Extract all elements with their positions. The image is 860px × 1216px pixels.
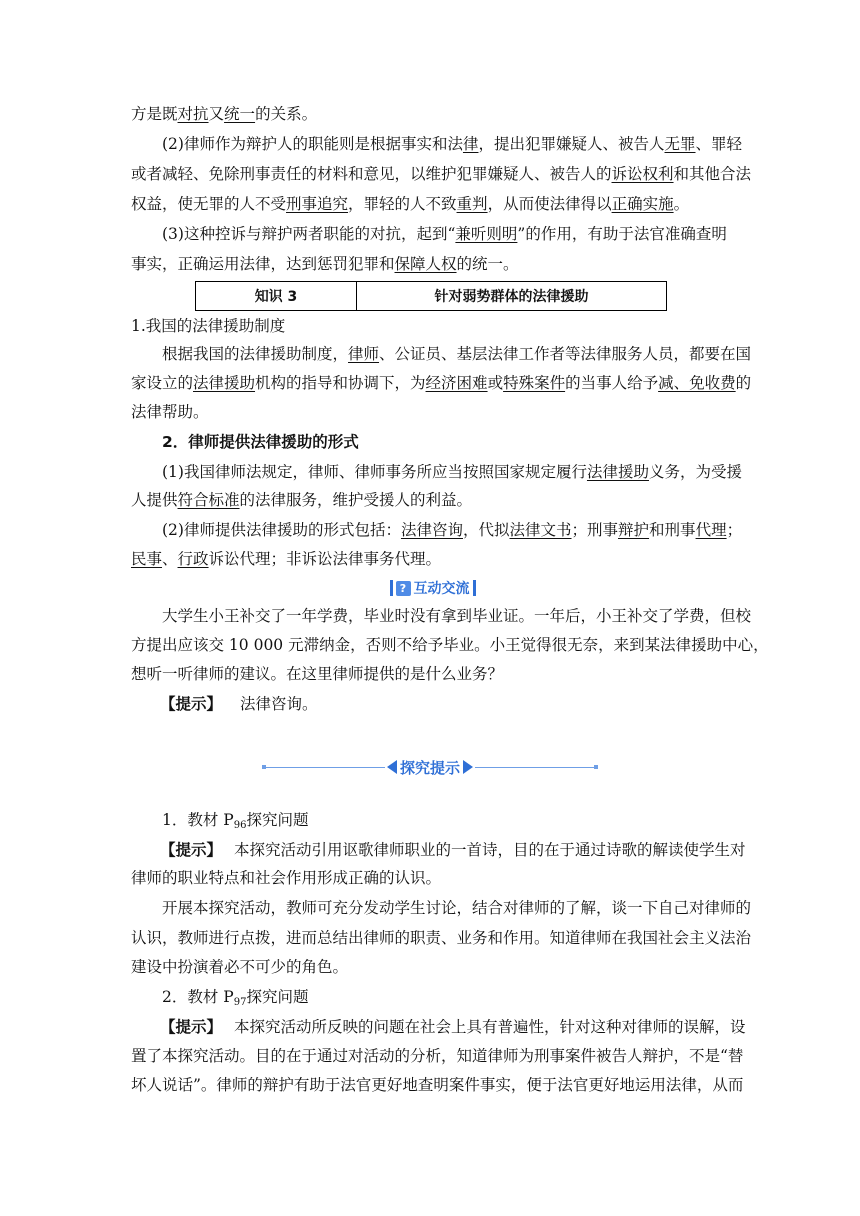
paragraph-line: 权益，使无罪的人不受刑事追究，罪轻的人不致重判，从而使法律得以正确实施。 (131, 195, 690, 213)
paragraph-line: 人提供符合标准的法律服务，维护受援人的利益。 (131, 491, 473, 509)
paragraph-line: 大学生小王补交了一年学费，毕业时没有拿到毕业证。一年后，小王补交了学费，但校 (162, 607, 752, 625)
rule-decoration (475, 767, 594, 768)
paragraph-line: (3)这种控诉与辩护两者职能的对抗，起到“兼听则明”的作用，有助于法官准确查明 (162, 225, 727, 243)
triangle-left-icon (387, 760, 397, 774)
bar-decoration (473, 580, 476, 596)
hint-line: 【提示】 本探究活动引用讴歌律师职业的一首诗，目的在于通过诗歌的解读使学生对 (160, 841, 746, 859)
paragraph-line: 想听一听律师的建议。在这里律师提供的是什么业务？ (131, 665, 504, 683)
explore-item-heading: 1．教材 $P_{96}$探究问题 (162, 811, 309, 831)
explore-banner-title: 探究提示 (400, 758, 461, 777)
paragraph-line: 开展本探究活动，教师可充分发动学生讨论，结合对律师的了解，谈一下自己对律师的 (162, 899, 752, 917)
section-heading: 1.我国的法律援助制度 (131, 317, 286, 335)
knowledge-label: 知识 3 (196, 282, 357, 310)
paragraph-line: 坏人说话”。律师的辩护有助于法官更好地查明案件事实，便于法官更好地运用法律，从而 (131, 1076, 744, 1094)
knowledge-header-table (195, 281, 667, 311)
paragraph-line: 民事、行政诉讼代理；非诉讼法律事务代理。 (131, 550, 442, 568)
knowledge-title: 针对弱势群体的法律援助 (434, 289, 589, 305)
dot-decoration (594, 765, 598, 769)
paragraph-line: 法律帮助。 (131, 403, 209, 421)
triangle-right-icon (463, 760, 473, 774)
paragraph-line: 认识，教师进行点拨，进而总结出律师的职责、业务和作用。知道律师在我国社会主义法治 (131, 929, 752, 947)
paragraph-line: 方是既对抗又统一的关系。 (131, 105, 318, 123)
question-icon: ? (396, 581, 411, 596)
paragraph-line: (1)我国律师法规定，律师、律师事务所应当按照国家规定履行法律援助义务，为受援 (162, 463, 742, 481)
section-heading: 2．律师提供法律援助的形式 (162, 433, 359, 451)
paragraph-line: 置了本探究活动。目的在于通过对活动的分析，知道律师为刑事案件被告人辩护，不是“替 (131, 1047, 744, 1065)
paragraph-line: 事实，正确运用法律，达到惩罚犯罪和保障人权的统一。 (131, 255, 519, 273)
rule-decoration (266, 767, 385, 768)
explore-item-heading: 2．教材 $P_{97}$探究问题 (162, 988, 309, 1008)
paragraph-line: 建设中扮演着必不可少的角色。 (131, 958, 349, 976)
explore-banner (262, 756, 598, 778)
paragraph-line: 或者减轻、免除刑事责任的材料和意见，以维护犯罪嫌疑人、被告人的诉讼权利和其他合法 (131, 165, 752, 183)
interaction-title: 互动交流 (413, 581, 470, 597)
paragraph-line: 根据我国的法律援助制度，律师、公证员、基层法律工作者等法律服务人员，都要在国 (162, 345, 752, 363)
hint-line: 【提示】 法律咨询。 (160, 695, 318, 713)
paragraph-line: 家设立的法律援助机构的指导和协调下，为经济困难或特殊案件的当事人给予减、免收费的 (131, 374, 752, 392)
interaction-header (360, 578, 505, 598)
paragraph-line: (2)律师作为辩护人的职能则是根据事实和法律，提出犯罪嫌疑人、被告人无罪、罪轻 (162, 135, 743, 153)
paragraph-line: 律师的职业特点和社会作用形成正确的认识。 (131, 869, 442, 887)
bar-decoration (390, 580, 393, 596)
hint-label: 【提示】 (160, 695, 223, 713)
paragraph-line: (2)律师提供法律援助的形式包括：法律咨询，代拟法律文书；刑事辩护和刑事代理； (162, 521, 743, 539)
paragraph-line: 方提出应该交 10 000 元滞纳金，否则不给予毕业。小王觉得很无奈，来到某法律援助中心， (131, 636, 769, 654)
hint-line: 【提示】 本探究活动所反映的问题在社会上具有普遍性，针对这种对律师的误解，设 (160, 1018, 746, 1036)
